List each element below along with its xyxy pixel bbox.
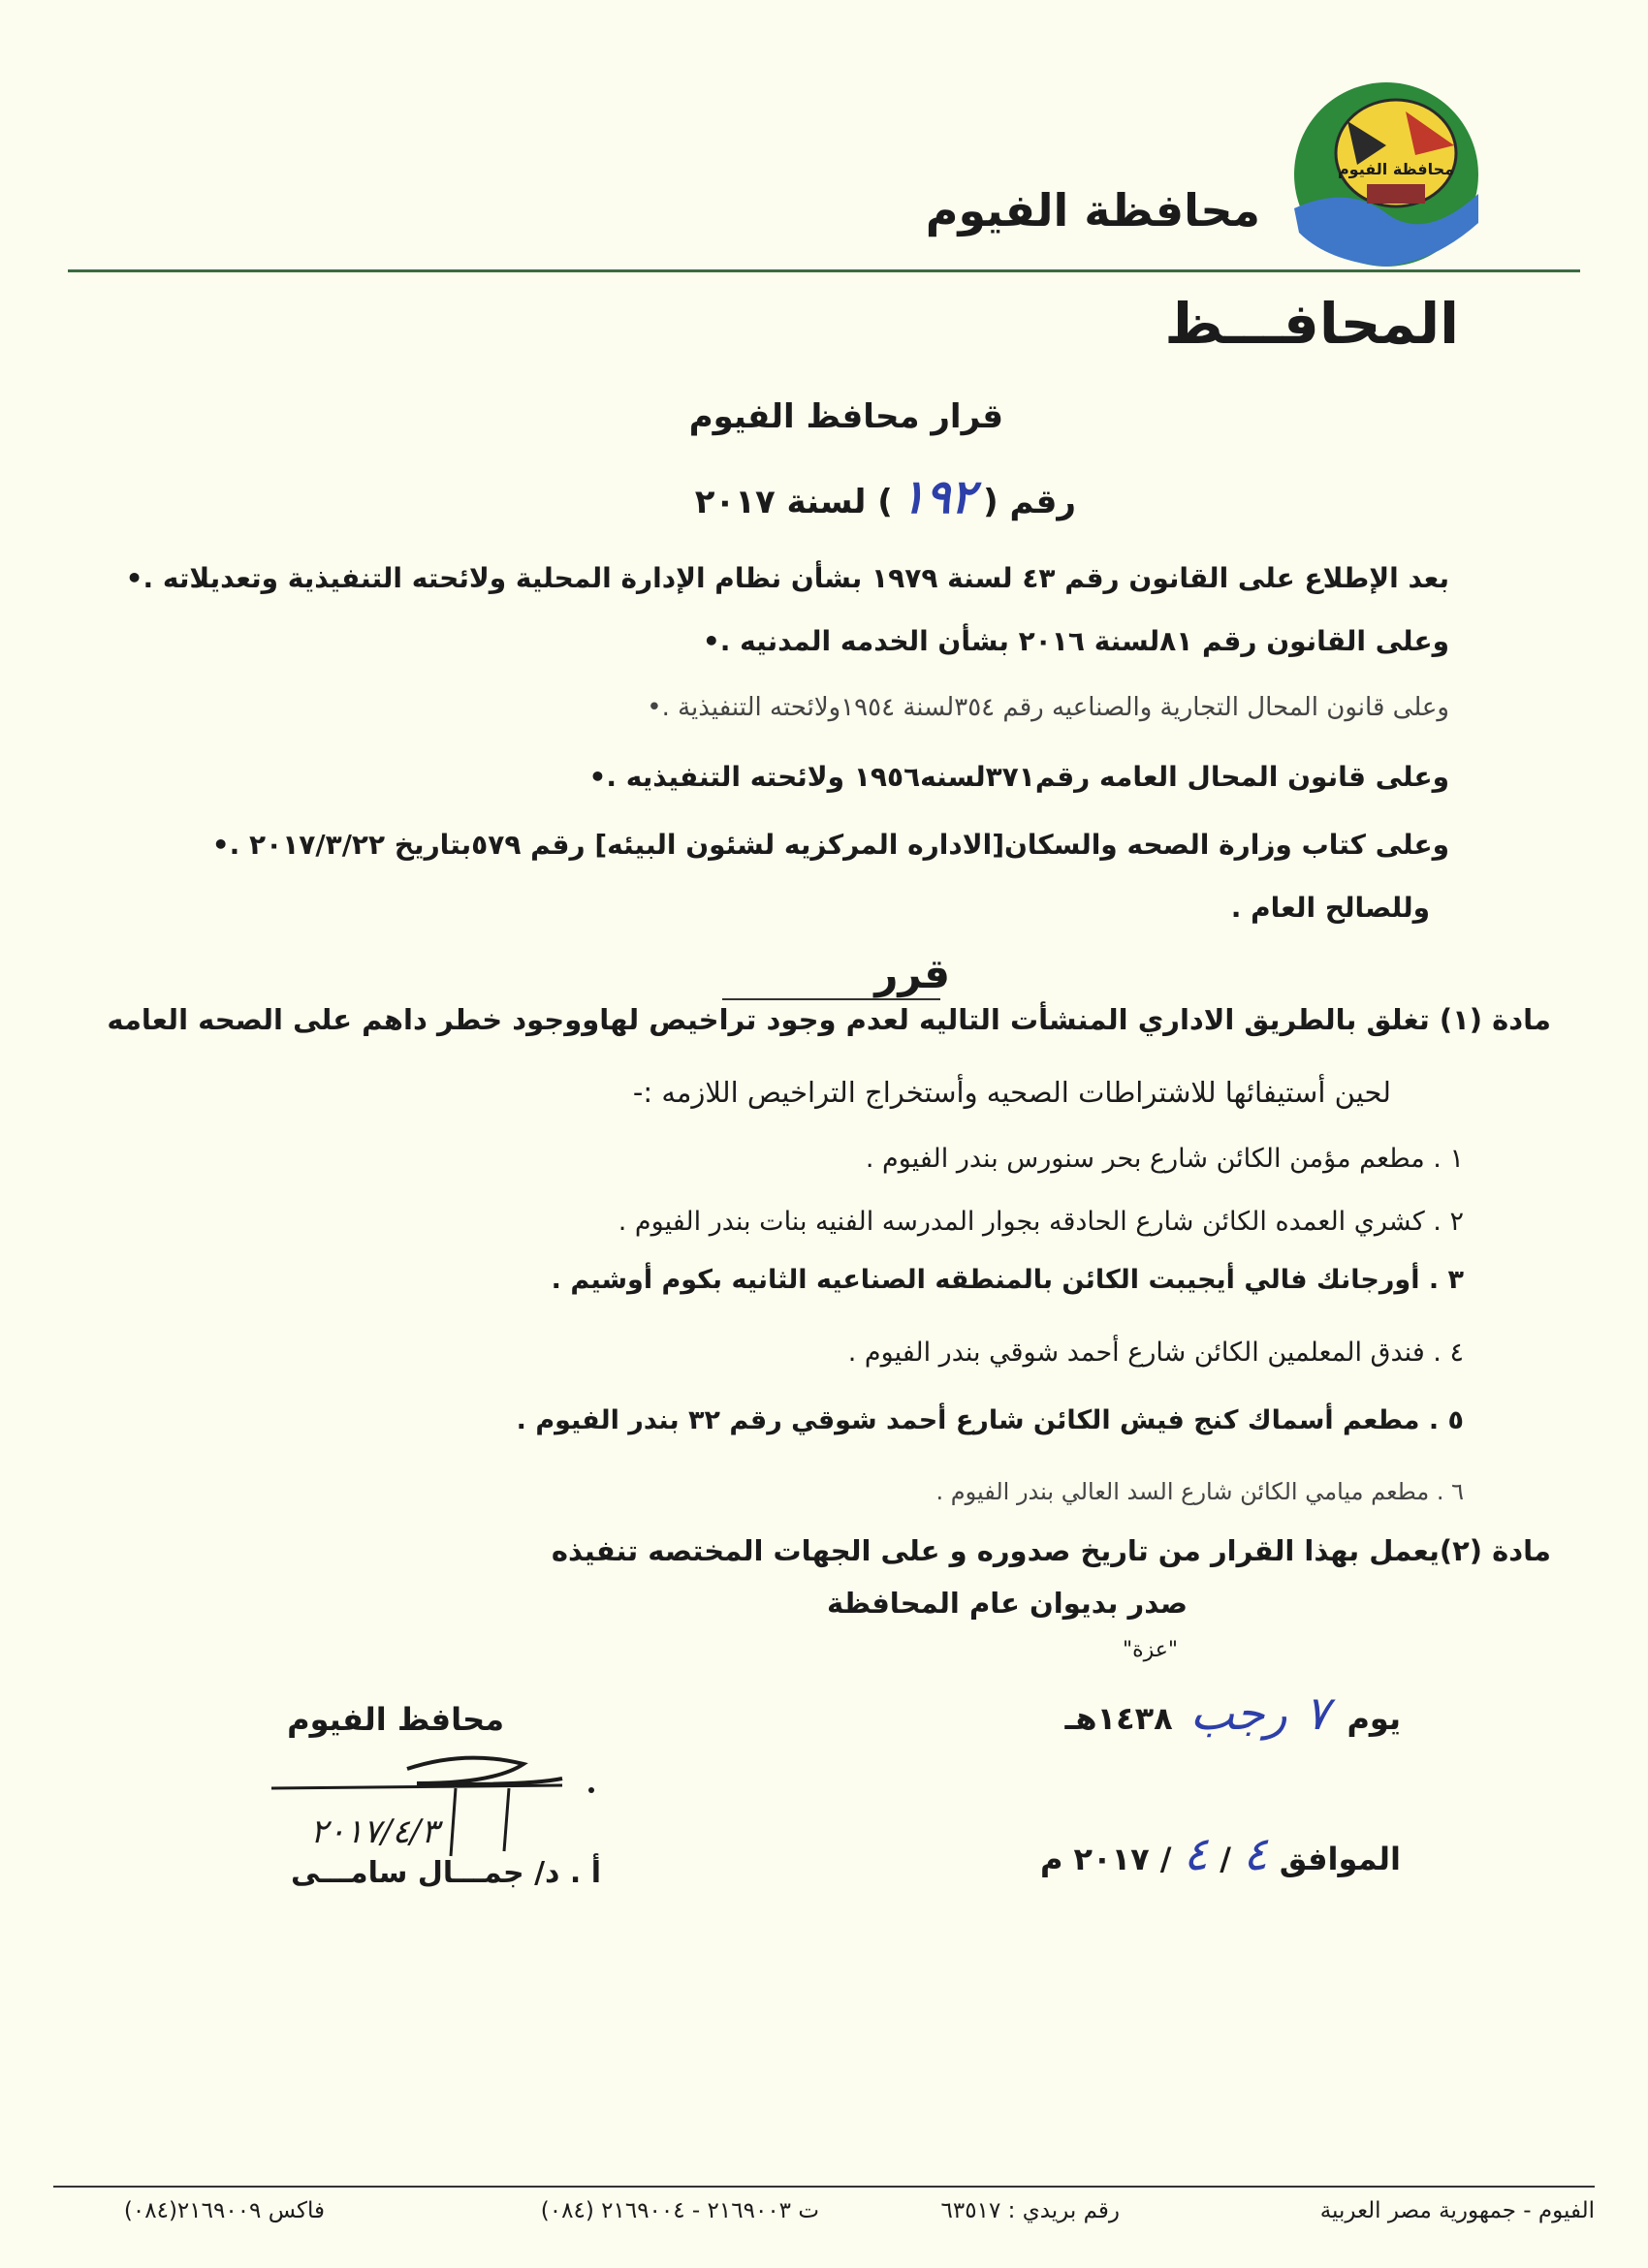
article1-line1: مادة (١) تغلق بالطريق الاداري المنشأت التاليه لعدم وجود تراخيص لهاووجود خطر داهم على الصحه العامه (107, 1003, 1551, 1036)
closure-item: ٦ . مطعم ميامي الكائن شارع السد العالي بندر الفيوم . (935, 1478, 1464, 1505)
footer-phone: ت ٢١٦٩٠٠٣ - ٢١٦٩٠٠٤ (٠٨٤) (540, 2198, 819, 2223)
hijri-year: ١٤٣٨هـ (1064, 1700, 1173, 1737)
greg-separator: / (1220, 1841, 1231, 1877)
logo-text: محافظة الفيوم (1337, 160, 1455, 178)
greg-label: الموافق (1279, 1841, 1401, 1877)
article1-line2: لحين أستيفائها للاشتراطات الصحيه وأستخراج التراخيص اللازمه :- (632, 1076, 1391, 1109)
decree-number-suffix: ) لسنة ٢٠١٧ (694, 483, 893, 521)
footer-fax: فاكس ٢١٦٩٠٠٩(٠٨٤) (123, 2198, 325, 2223)
hijri-day-handwritten: ٧ (1304, 1686, 1330, 1741)
decree-number-line (695, 470, 1076, 524)
preamble-item: وعلى كتاب وزارة الصحه والسكان[الاداره المركزيه لشئون البيئه] رقم ٥٧٩بتاريخ ٢٠١٧/٣/٢٢ .• (211, 829, 1449, 861)
hijri-date (1064, 1686, 1401, 1741)
signatory-title: محافظ الفيوم (287, 1701, 504, 1738)
greg-month-handwritten: ٤ (1183, 1827, 1209, 1881)
footer-address: الفيوم - جمهورية مصر العربية (1319, 2198, 1595, 2223)
preamble-item: وعلى القانون رقم ٨١لسنة ٢٠١٦ بشأن الخدمه المدنيه .• (702, 625, 1449, 657)
decides-underline (722, 998, 940, 1000)
decree-title: قرار محافظ الفيوم (688, 397, 1003, 436)
closure-item: ٤ . فندق المعلمين الكائن شارع أحمد شوقي بندر الفيوم . (847, 1338, 1464, 1368)
article2-line1: مادة (٢)يعمل بهذا القرار من تاريخ صدوره و على الجهات المختصه تنفيذه (551, 1534, 1551, 1567)
decree-number-prefix: رقم ( (983, 483, 1076, 521)
closure-item: ١ . مطعم مؤمن الكائن شارع بحر سنورس بندر الفيوم . (865, 1144, 1464, 1174)
footer-divider (53, 2186, 1595, 2188)
governorate-name: محافظة الفيوم (925, 184, 1260, 236)
governorate-logo (1289, 78, 1483, 271)
issued-line: صدر بديوان عام المحافظة (826, 1587, 1188, 1620)
preamble-item: بعد الإطلاع على القانون رقم ٤٣ لسنة ١٩٧٩ بشأن نظام الإدارة المحلية ولائحته التنفيذية وتعديلاته .• (125, 562, 1449, 594)
greg-day-handwritten: ٤ (1242, 1827, 1268, 1881)
signatory-name: أ . د/ جمـــال سامـــى (290, 1856, 601, 1890)
footer-postal: رقم بريدي : ٦٣٥١٧ (940, 2198, 1120, 2223)
hijri-month-handwritten: رجب (1189, 1686, 1287, 1741)
decides-heading: قرر (874, 950, 950, 997)
hijri-label: يوم (1347, 1700, 1401, 1737)
greg-rest: / ٢٠١٧ م (1039, 1841, 1172, 1877)
preamble-item: وعلى قانون المحال التجارية والصناعيه رقم ٣٥٤لسنة ١٩٥٤ولائحته التنفيذية .• (647, 693, 1449, 722)
closure-item: ٣ . أورجانك فالي أيجيبت الكائن بالمنطقه الصناعيه الثانيه بكوم أوشيم . (551, 1265, 1464, 1295)
signature-handwritten-date: ٢٠١٧/٤/٣ (310, 1812, 439, 1851)
motto: "عزة" (1122, 1638, 1178, 1662)
decree-number-handwritten: ١٩٢ (900, 470, 976, 524)
header-divider (68, 269, 1580, 272)
office-title: المحافـــظ (1164, 291, 1459, 357)
preamble-item: وعلى قانون المحال العامه رقم٣٧١لسنه١٩٥٦ ولائحته التنفيذيه .• (588, 761, 1449, 793)
closure-item: ٢ . كشري العمده الكائن شارع الحادقه بجوار المدرسه الفنيه بنات بندر الفيوم . (618, 1207, 1464, 1237)
gregorian-date (1040, 1827, 1401, 1881)
closure-item: ٥ . مطعم أسماك كنج فيش الكائن شارع أحمد شوقي رقم ٣٢ بندر الفيوم . (516, 1405, 1464, 1435)
preamble-item: وللصالح العام . (1230, 892, 1430, 924)
